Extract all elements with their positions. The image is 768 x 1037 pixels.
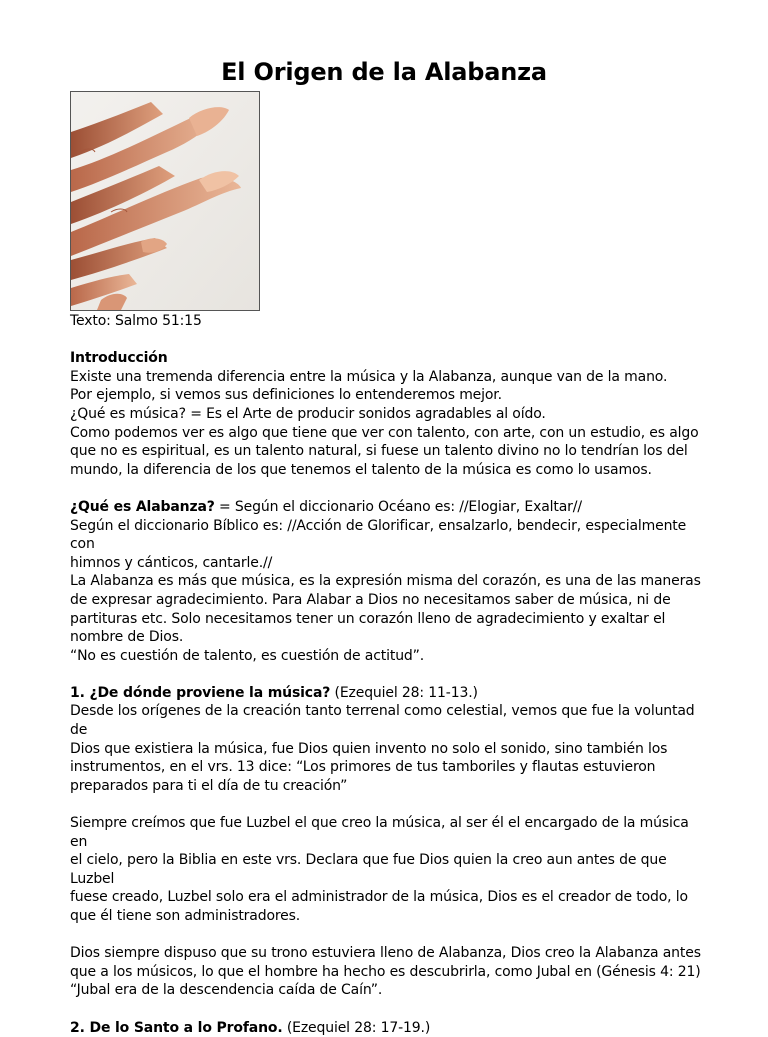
section-1-line: que a los músicos, lo que el hombre ha hecho es descubrirla, como Jubal en (Génesis 4: 21) <box>70 963 701 980</box>
section-1-line: el cielo, pero la Biblia en este vrs. Declara que fue Dios quien la creo aun antes de que Luzbel <box>70 852 667 887</box>
alabanza-definition <box>70 498 710 517</box>
alabanza-line: nombre de Dios. <box>70 629 184 646</box>
section-1-reference: (Ezequiel 28: 11-13.) <box>330 684 478 701</box>
section-1-line: fuese creado, Luzbel solo era el administrador de la música, Dios es el creador de todo, lo <box>70 889 688 906</box>
section-2-title <box>70 1019 710 1037</box>
intro-line: Por ejemplo, si vemos sus definiciones lo entenderemos mejor. <box>70 387 502 404</box>
section-1-line: preparados para ti el día de tu creación” <box>70 777 348 794</box>
intro-line: Como podemos ver es algo que tiene que ver con talento, con arte, con un estudio, es algo <box>70 424 699 441</box>
document-title: El Origen de la Alabanza <box>221 58 547 86</box>
section-1-line: Desde los orígenes de la creación tanto terrenal como celestial, vemos que fue la voluntad de <box>70 703 695 739</box>
alabanza-line: partituras etc. Solo necesitamos tener un corazón lleno de agradecimiento y exaltar el <box>70 610 666 627</box>
document-body <box>70 312 710 1037</box>
intro-line: mundo, la diferencia de los que tenemos el talento de la música es como lo usamos. <box>70 461 652 478</box>
intro-heading: Introducción <box>70 350 168 367</box>
section-1-line: “Jubal era de la descendencia caída de Caín”. <box>70 982 383 999</box>
intro-line: que no es espiritual, es un talento natural, si fuese un talento divino no lo tendrían los del <box>70 443 688 460</box>
section-2-heading: 2. De lo Santo a lo Profano. <box>70 1019 283 1036</box>
section-1-line: instrumentos, en el vrs. 13 dice: “Los primores de tus tamboriles y flautas estuvieron <box>70 759 656 776</box>
alabanza-quote: “No es cuestión de talento, es cuestión de actitud”. <box>70 647 425 664</box>
section-1-line: Siempre creímos que fue Luzbel el que creo la música, al ser él el encargado de la música en <box>70 815 689 850</box>
alabanza-heading: ¿Qué es Alabanza? <box>70 498 215 515</box>
section-1-heading: 1. ¿De dónde proviene la música? <box>70 684 331 701</box>
section-1-line: Dios que existiera la música, fue Dios quien invento no solo el sonido, sino también los <box>70 740 668 757</box>
clapping-hands-illustration <box>71 92 259 310</box>
scripture-reference: Texto: Salmo 51:15 <box>70 313 202 329</box>
intro-line: Existe una tremenda diferencia entre la música y la Alabanza, aunque van de la mano. <box>70 368 668 385</box>
alabanza-line: de expresar agradecimiento. Para Alabar a Dios no necesitamos saber de música, ni de <box>70 591 671 608</box>
section-2-reference: (Ezequiel 28: 17-19.) <box>282 1019 431 1036</box>
section-1-line: que él tiene son administradores. <box>70 908 301 924</box>
alabanza-line: La Alabanza es más que música, es la expresión misma del corazón, es una de las maneras <box>70 573 701 590</box>
section-1-title <box>70 684 710 703</box>
alabanza-heading-rest: = Según el diccionario Océano es: //Elogiar, Exaltar// <box>214 498 582 515</box>
section-1-line: Dios siempre dispuso que su trono estuviera lleno de Alabanza, Dios creo la Alabanza antes <box>70 945 701 962</box>
intro-line: ¿Qué es música? = Es el Arte de producir sonidos agradables al oído. <box>70 405 546 422</box>
alabanza-line: Según el diccionario Bíblico es: //Acción de Glorificar, ensalzarlo, bendecir, especialmente con <box>70 517 687 553</box>
alabanza-line: himnos y cánticos, cantarle.// <box>70 554 273 571</box>
clapping-hands-photo <box>70 91 260 311</box>
